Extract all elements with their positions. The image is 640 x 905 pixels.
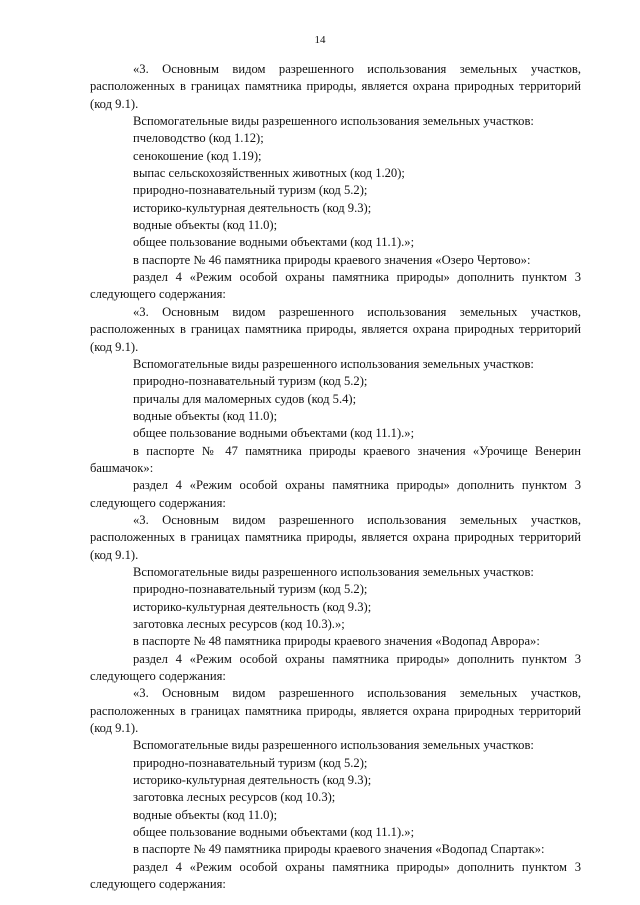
paragraph: «3. Основным видом разрешенного использования земельных участков, расположенных в границах памятника природы, является охрана природных территорий (код 9.1). [90, 686, 581, 736]
paragraph: природно-познавательный туризм (код 5.2); [133, 183, 368, 198]
paragraph: историко-культурная деятельность (код 9.3); [133, 200, 372, 215]
paragraph: водные объекты (код 11.0); [133, 408, 278, 423]
paragraph: пчеловодство (код 1.12); [133, 131, 264, 146]
paragraph: раздел 4 «Режим особой охраны памятника природы» дополнить пунктом 3 следующего содержания: [90, 651, 581, 684]
paragraph: в паспорте № 46 памятника природы краевого значения «Озеро Чертово»: [133, 252, 531, 267]
paragraph: природно-познавательный туризм (код 5.2); [133, 374, 368, 389]
paragraph: водные объекты (код 11.0); [133, 218, 278, 233]
paragraph: в паспорте № 48 памятника природы краевого значения «Водопад Аврора»: [133, 634, 540, 649]
paragraph: заготовка лесных ресурсов (код 10.3).»; [133, 617, 345, 631]
paragraph: «3. Основным видом разрешенного использования земельных участков, расположенных в границах памятника природы, является охрана природных территорий (код 9.1). [90, 62, 581, 111]
paragraph: «3. Основным видом разрешенного использования земельных участков, расположенных в границах памятника природы, является охрана природных территорий (код 9.1). [90, 512, 581, 562]
paragraph: историко-культурная деятельность (код 9.3); [133, 599, 372, 614]
document-body [90, 61, 581, 894]
paragraph: «3. Основным видом разрешенного использования земельных участков, расположенных в границах памятника природы, является охрана природных территорий (код 9.1). [90, 304, 581, 354]
paragraph: сенокошение (код 1.19); [133, 148, 262, 163]
page-number: 14 [314, 34, 326, 46]
paragraph: раздел 4 «Режим особой охраны памятника природы» дополнить пунктом 3 следующего содержания: [90, 478, 581, 510]
paragraph: историко-культурная деятельность (код 9.3); [133, 773, 372, 788]
paragraph: водные объекты (код 11.0); [133, 807, 278, 822]
paragraph: общее пользование водными объектами (код 11.1).»; [133, 426, 415, 441]
paragraph: Вспомогательные виды разрешенного использования земельных участков: [133, 738, 534, 753]
paragraph: в паспорте № 49 памятника природы краевого значения «Водопад Спартак»: [133, 842, 545, 857]
paragraph: раздел 4 «Режим особой охраны памятника природы» дополнить пунктом 3 следующего содержания: [90, 270, 581, 302]
paragraph: выпас сельскохозяйственных животных (код 1.20); [133, 166, 405, 181]
paragraph: природно-познавательный туризм (код 5.2); [133, 755, 368, 770]
paragraph: в паспорте № 47 памятника природы краевого значения «Урочище Венерин башмачок»: [90, 443, 581, 475]
paragraph: общее пользование водными объектами (код 11.1).»; [133, 825, 415, 840]
paragraph: Вспомогательные виды разрешенного использования земельных участков: [133, 356, 534, 371]
paragraph: раздел 4 «Режим особой охраны памятника природы» дополнить пунктом 3 следующего содержания: [90, 859, 581, 892]
paragraph: Вспомогательные виды разрешенного использования земельных участков: [133, 114, 534, 129]
paragraph: природно-познавательный туризм (код 5.2); [133, 582, 368, 597]
paragraph: Вспомогательные виды разрешенного использования земельных участков: [133, 564, 534, 579]
paragraph: причалы для маломерных судов (код 5.4); [133, 391, 357, 406]
paragraph: общее пользование водными объектами (код 11.1).»; [133, 235, 415, 250]
paragraph: заготовка лесных ресурсов (код 10.3); [133, 790, 336, 805]
